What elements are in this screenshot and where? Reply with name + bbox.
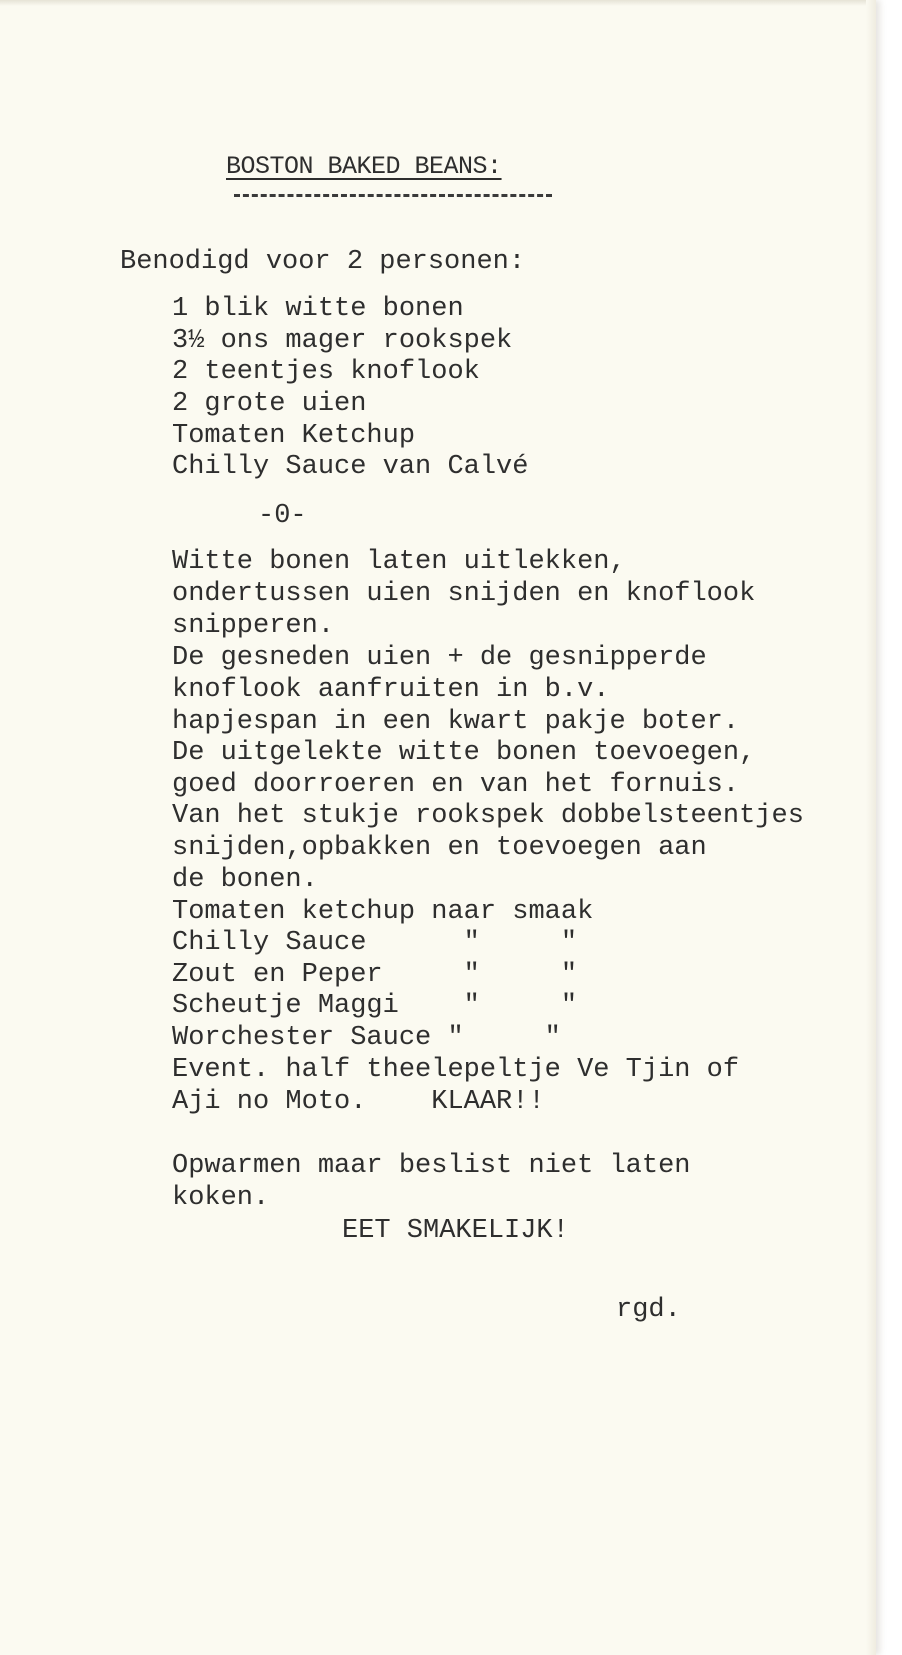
paper-top-edge [0, 0, 876, 6]
ingredient-line: 3½ ons mager rookspek [172, 326, 513, 356]
closing-line: koken. [172, 1183, 270, 1213]
sign-off: EET SMAKELIJK! [342, 1216, 569, 1246]
instruction-line: Tomaten ketchup naar smaak [172, 897, 594, 927]
instruction-line: knoflook aanfruiten in b.v. [172, 675, 610, 705]
author-initials: rgd. [616, 1295, 681, 1325]
instruction-line: Van het stukje rookspek dobbelsteentjes [172, 801, 804, 831]
ingredient-line: Tomaten Ketchup [172, 421, 416, 451]
title-dashed-underline [234, 194, 552, 197]
instruction-line: ondertussen uien snijden en knoflook [172, 579, 756, 609]
instruction-line: snijden,opbakken en toevoegen aan [172, 833, 707, 863]
ingredient-line: Chilly Sauce van Calvé [172, 452, 529, 482]
instruction-line: De uitgelekte witte bonen toevoegen, [172, 738, 756, 768]
recipe-title: BOSTON BAKED BEANS: [226, 152, 502, 181]
ingredient-line: 2 teentjes knoflook [172, 357, 480, 387]
paper-right-edge [866, 0, 876, 1655]
ingredients-intro: Benodigd voor 2 personen: [120, 247, 526, 277]
instruction-line: Witte bonen laten uitlekken, [172, 547, 626, 577]
instruction-line: Aji no Moto. KLAAR!! [172, 1087, 545, 1117]
instruction-line: de bonen. [172, 865, 318, 895]
instruction-line: De gesneden uien + de gesnipperde [172, 643, 707, 673]
section-separator: -0- [258, 501, 307, 531]
instruction-line: Event. half theelepeltje Ve Tjin of [172, 1055, 740, 1085]
instruction-line: Zout en Peper " " [172, 960, 578, 990]
instruction-line: goed doorroeren en van het fornuis. [172, 770, 740, 800]
ingredient-line: 1 blik witte bonen [172, 294, 464, 324]
instruction-line: Scheutje Maggi " " [172, 991, 578, 1021]
ingredient-line: 2 grote uien [172, 389, 367, 419]
instruction-line: hapjespan in een kwart pakje boter. [172, 707, 740, 737]
instruction-line: Worchester Sauce " " [172, 1023, 561, 1053]
instruction-line: Chilly Sauce " " [172, 928, 578, 958]
instruction-line: snipperen. [172, 611, 335, 641]
closing-line: Opwarmen maar beslist niet laten [172, 1151, 691, 1181]
